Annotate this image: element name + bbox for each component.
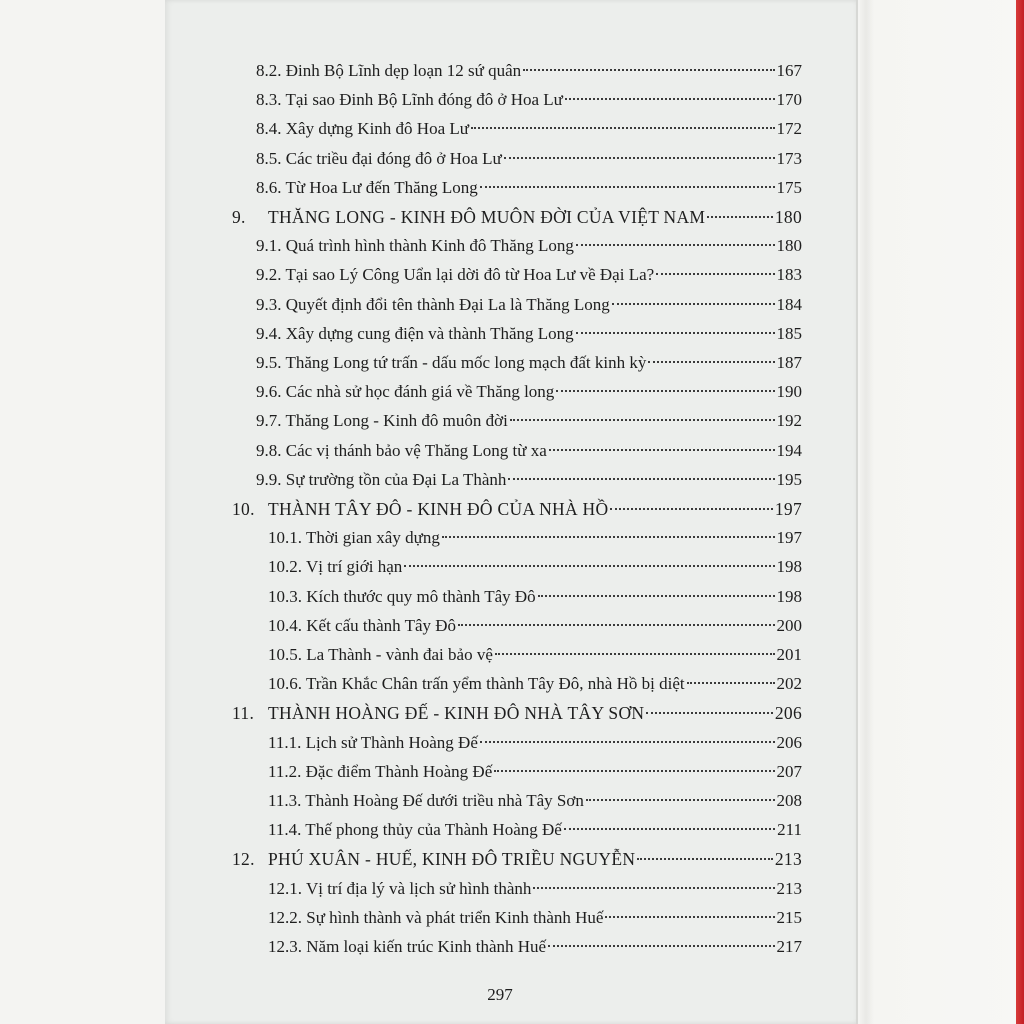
dot-leader	[480, 186, 775, 188]
chapter-title: THÀNH TÂY ĐÔ - KINH ĐÔ CỦA NHÀ HỒ	[268, 499, 609, 519]
section-title: 11.4. Thế phong thủy của Thành Hoàng Đế	[268, 820, 562, 840]
toc-section-row	[256, 437, 802, 465]
toc-page-number: 185	[776, 323, 802, 343]
section-title: 10.6. Trần Khắc Chân trấn yểm thành Tây Đô, nhà Hồ bị diệt	[268, 674, 685, 694]
toc-page-number: 170	[776, 90, 802, 110]
section-title: 11.1. Lịch sử Thành Hoàng Đế	[268, 732, 478, 752]
toc-page-number: 217	[776, 937, 802, 956]
toc-chapter-row	[232, 845, 802, 873]
toc-section-row	[268, 670, 802, 698]
section-title: 9.4. Xây dựng cung điện và thành Thăng Long	[256, 323, 574, 343]
chapter-number: 11.	[232, 703, 255, 724]
section-title: 9.3. Quyết định đổi tên thành Đại La là Thăng Long	[256, 294, 610, 314]
chapter-title: PHÚ XUÂN - HUẾ, KINH ĐÔ TRIỀU NGUYỄN	[268, 849, 636, 870]
toc-page-number: 175	[776, 177, 802, 197]
section-title: 11.2. Đặc điểm Thành Hoàng Đế	[268, 761, 493, 781]
section-title: 10.2. Vị trí giới hạn	[268, 557, 403, 577]
dot-leader	[508, 478, 774, 480]
toc-section-row	[268, 758, 802, 786]
dot-leader	[707, 216, 773, 218]
dot-leader	[564, 828, 775, 830]
dot-leader	[549, 449, 775, 451]
dot-leader	[637, 858, 773, 860]
section-title: 9.1. Quá trình hình thành Kinh đô Thăng Long	[256, 236, 574, 256]
toc-page-number: 206	[776, 732, 802, 752]
toc-chapter-row	[232, 699, 802, 727]
chapter-title: THĂNG LONG - KINH ĐÔ MUÔN ĐỜI CỦA VIỆT NAM	[268, 207, 706, 227]
toc-section-row	[256, 407, 802, 435]
toc-section-row	[268, 553, 802, 581]
toc-section-row	[268, 524, 802, 552]
toc-section-row	[256, 115, 802, 143]
dot-leader	[495, 653, 775, 655]
toc-section-row	[268, 583, 802, 611]
toc-section-row	[256, 291, 802, 319]
page-number: 297	[487, 985, 513, 1004]
toc-page-number: 183	[776, 265, 802, 285]
toc-section-row	[256, 320, 802, 348]
toc-page-number: 206	[774, 703, 802, 724]
toc-page-number: 198	[776, 586, 802, 606]
dot-leader	[610, 508, 772, 510]
toc-page-number: 208	[776, 791, 802, 810]
section-title: 12.1. Vị trí địa lý và lịch sử hình thành	[268, 878, 532, 898]
toc-page-number: 184	[776, 294, 802, 314]
section-title: 10.4. Kết cấu thành Tây Đô	[268, 615, 457, 635]
toc-section-row	[256, 261, 802, 289]
dot-leader	[612, 303, 775, 305]
toc-section-row	[256, 57, 802, 85]
dot-leader	[605, 916, 774, 918]
dot-leader	[548, 945, 774, 947]
toc-section-row	[268, 729, 802, 757]
toc-page-number: 213	[776, 878, 802, 898]
section-title: 10.1. Thời gian xây dựng	[268, 528, 440, 548]
toc-page-number: 215	[776, 907, 802, 927]
dot-leader	[687, 682, 775, 684]
section-title: 9.9. Sự trường tồn của Đại La Thành	[256, 469, 507, 489]
chapter-number: 10.	[232, 499, 255, 519]
toc-page-number: 192	[776, 411, 802, 431]
section-title: 10.3. Kích thước quy mô thành Tây Đô	[268, 586, 536, 606]
dot-leader	[504, 157, 775, 159]
section-title: 11.3. Thành Hoàng Đế dưới triều nhà Tây Sơn	[268, 791, 584, 810]
toc-section-row	[268, 933, 802, 961]
dot-leader	[538, 595, 775, 597]
section-title: 8.4. Xây dựng Kinh đô Hoa Lư	[256, 119, 469, 139]
dot-leader	[404, 565, 774, 567]
section-title: 9.7. Thăng Long - Kinh đô muôn đời	[256, 411, 508, 431]
dot-leader	[576, 244, 775, 246]
section-title: 9.2. Tại sao Lý Công Uẩn lại dời đô từ Hoa Lư về Đại La?	[256, 265, 655, 285]
section-title: 8.3. Tại sao Đinh Bộ Lĩnh đóng đô ở Hoa Lư	[256, 90, 563, 110]
toc-section-row	[256, 174, 802, 202]
toc-page-number: 187	[776, 353, 802, 372]
section-title: 10.5. La Thành - vành đai bảo vệ	[268, 645, 493, 664]
toc-page-number: 213	[774, 849, 802, 870]
section-title: 8.2. Đinh Bộ Lĩnh dẹp loạn 12 sứ quân	[256, 61, 522, 80]
toc-page-number: 167	[776, 61, 802, 80]
toc-page-number: 172	[776, 119, 802, 139]
toc-section-row	[256, 145, 802, 173]
toc-chapter-row	[232, 495, 802, 523]
dot-leader	[471, 127, 775, 129]
dot-leader	[565, 98, 775, 100]
toc-page-number: 180	[774, 207, 802, 227]
dot-leader	[586, 799, 775, 801]
dot-leader	[556, 390, 774, 392]
dot-leader	[533, 887, 774, 889]
toc-section-row	[268, 641, 802, 669]
toc-chapter-row	[232, 203, 802, 231]
toc-page-number: 201	[776, 645, 802, 664]
toc-section-row	[268, 904, 802, 932]
dot-leader	[576, 332, 775, 334]
toc-page-number: 197	[774, 499, 802, 519]
toc-section-row	[268, 875, 802, 903]
dot-leader	[494, 770, 774, 772]
toc-page-number: 180	[776, 236, 802, 256]
toc-page-number: 211	[777, 820, 802, 840]
section-title: 12.3. Năm loại kiến trúc Kinh thành Huế	[268, 937, 547, 956]
toc-page-number: 198	[776, 557, 802, 577]
toc-page-number: 202	[776, 674, 802, 694]
section-title: 9.6. Các nhà sử học đánh giá về Thăng long	[256, 382, 555, 402]
chapter-number: 12.	[232, 849, 255, 870]
toc-section-row	[268, 612, 802, 640]
toc-section-row	[256, 378, 802, 406]
chapter-number: 9.	[232, 207, 246, 227]
dot-leader	[523, 69, 774, 71]
toc-section-row	[256, 86, 802, 114]
dot-leader	[458, 624, 774, 626]
section-title: 8.5. Các triều đại đóng đô ở Hoa Lư	[256, 148, 502, 168]
toc-section-row	[256, 232, 802, 260]
chapter-title: THÀNH HOÀNG ĐẾ - KINH ĐÔ NHÀ TÂY SƠN	[268, 703, 645, 724]
section-title: 12.2. Sự hình thành và phát triển Kinh thành Huế	[268, 907, 604, 927]
dot-leader	[646, 712, 773, 714]
toc-page-number: 190	[776, 382, 802, 402]
toc-page-number: 207	[776, 761, 802, 781]
section-title: 8.6. Từ Hoa Lư đến Thăng Long	[256, 177, 478, 197]
dot-leader	[648, 361, 774, 363]
dot-leader	[510, 419, 775, 421]
toc-page-number: 200	[776, 615, 802, 635]
toc-page-number: 197	[776, 528, 802, 548]
toc-section-row	[268, 816, 802, 844]
toc-section-row	[268, 787, 802, 815]
dot-leader	[656, 273, 774, 275]
toc-page-number: 194	[776, 440, 802, 460]
toc-page-number: 173	[776, 148, 802, 168]
toc-section-row	[256, 466, 802, 494]
toc-page-number: 195	[776, 469, 802, 489]
toc-section-row	[256, 349, 802, 377]
dot-leader	[480, 741, 775, 743]
dot-leader	[442, 536, 775, 538]
section-title: 9.8. Các vị thánh bảo vệ Thăng Long từ xa	[256, 440, 547, 460]
section-title: 9.5. Thăng Long tứ trấn - dấu mốc long mạch đất kinh kỳ	[256, 353, 647, 372]
